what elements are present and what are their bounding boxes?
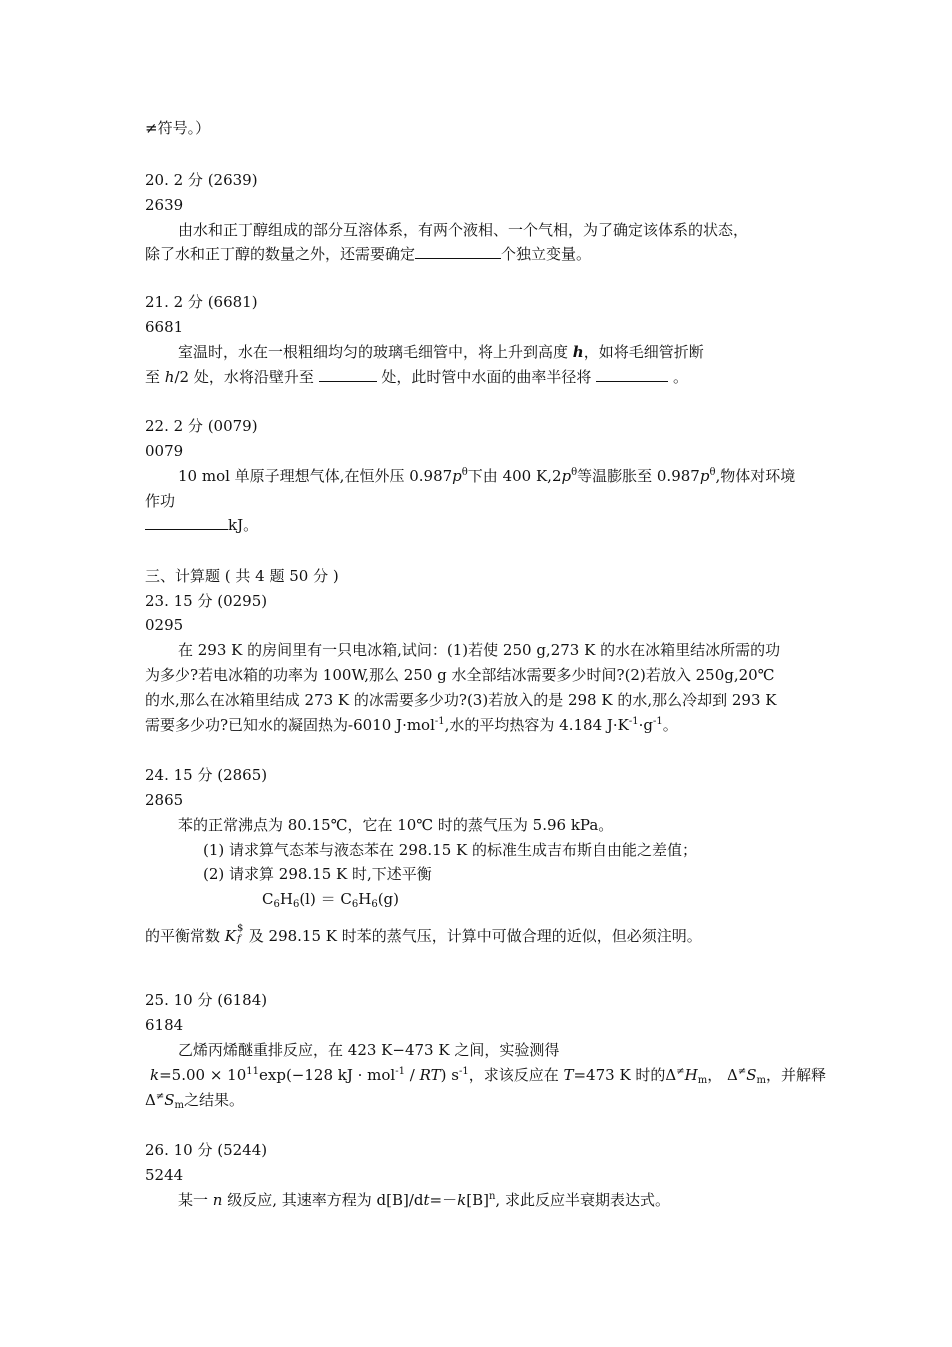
- q25-line1: 乙烯丙烯醚重排反应，在 423 K−473 K 之间，实验测得: [178, 1041, 560, 1059]
- section3-heading: 三、计算题 ( 共 4 题 50 分 ): [145, 567, 339, 585]
- eq-sub-4: 6: [371, 899, 378, 910]
- q20-line2-text: 除了水和正丁醇的数量之外，还需要确定: [145, 245, 416, 263]
- q25-l2-c: /: [404, 1066, 420, 1084]
- q22-text-1: 10 mol 单原子理想气体,在恒外压 0.987: [178, 467, 453, 485]
- q25-sub-m-3: m: [174, 1100, 184, 1111]
- q21-code: 6681: [145, 318, 184, 336]
- eq-h: H: [279, 890, 293, 908]
- q23-sup-1: -1: [434, 716, 445, 727]
- q25-var-k: k: [150, 1066, 160, 1084]
- eq-sub-3: 6: [351, 899, 359, 910]
- q20-line2-end: 个独立变量。: [501, 245, 592, 263]
- q22-var-p-3: p: [699, 467, 710, 485]
- q21-line2-start: 至: [145, 368, 161, 386]
- q25-l2-f: =473 K 时的Δ: [573, 1066, 677, 1084]
- q26-var-n: n: [212, 1191, 223, 1209]
- q25-neq-3: ≠: [155, 1091, 165, 1102]
- q26-var-k: k: [457, 1191, 467, 1209]
- eq-sub-2: 6: [292, 899, 300, 910]
- q22-line2: 作功: [145, 492, 176, 510]
- q25-l3-b: 之结果。: [184, 1091, 245, 1109]
- q26-code: 5244: [145, 1166, 184, 1184]
- q23-line4-c: ·g: [638, 716, 653, 734]
- q26-header: 26. 10 分 (5244): [145, 1141, 268, 1159]
- q23-line4-d: 。: [662, 716, 678, 734]
- q21-blank-1[interactable]: [319, 367, 377, 382]
- q21-line2-mid2: 处，此时管中水面的曲率半径将: [381, 368, 592, 386]
- q20-line1: 由水和正丁醇组成的部分互溶体系，有两个液相、一个气相，为了确定该体系的状态，: [178, 221, 749, 239]
- q24-last-b: 及 298.15 K 时苯的蒸气压，计算中可做合理的近似，但必须注明。: [244, 927, 702, 945]
- q20-code: 2639: [145, 196, 184, 214]
- q25-sup-11: 11: [246, 1066, 259, 1077]
- q24-last-a: 的平衡常数: [145, 927, 225, 945]
- eq-g: (g): [377, 890, 400, 908]
- eq-c-2: C: [340, 890, 352, 908]
- eq-sub-1: 6: [273, 899, 280, 910]
- q26-l1-a: 某一: [178, 1191, 213, 1209]
- q24-k-sup: $: [237, 923, 244, 934]
- q24-last-line: [145, 923, 702, 946]
- q25-l2-e: ，求该反应在: [468, 1066, 564, 1084]
- q23-code: 0295: [145, 616, 184, 634]
- q26-l1-d: [B]: [466, 1191, 489, 1209]
- q23-sup-2: -1: [628, 716, 639, 727]
- q24-item1: (1) 请求算气态苯与液态苯在 298.15 K 的标准生成吉布斯自由能之差值；: [203, 841, 698, 859]
- q20-line2: [145, 244, 591, 264]
- q25-code: 6184: [145, 1016, 184, 1034]
- q25-l2-a: =5.00 × 10: [159, 1066, 247, 1084]
- q25-l2-b: exp(−128 kJ · mol: [259, 1066, 396, 1084]
- q21-var-h2: h: [164, 368, 175, 386]
- q25-var-s: S: [746, 1066, 757, 1084]
- q25-sup-neg1: -1: [395, 1066, 405, 1077]
- q26-l1-e: , 求此反应半衰期表达式。: [495, 1191, 670, 1209]
- q24-equation: [262, 889, 399, 909]
- q22-line3: [145, 515, 258, 535]
- q24-k-sub: f: [237, 934, 241, 945]
- q25-line3: [145, 1090, 244, 1110]
- q22-var-p-2: p: [561, 467, 572, 485]
- q22-sup-theta-3: θ: [709, 467, 716, 478]
- q21-line2: [145, 367, 688, 387]
- q21-line1-text: 室温时，水在一根粗细均匀的玻璃毛细管中，将上升到高度: [178, 343, 569, 361]
- q22-text-4: ,物体对环境: [715, 467, 796, 485]
- q24-item2: (2) 请求算 298.15 K 时,下述平衡: [203, 865, 432, 883]
- q26-sup-n: n: [488, 1191, 496, 1202]
- q22-text-2: 下由 400 K,2: [467, 467, 562, 485]
- eq-l: (l) ＝: [299, 890, 341, 908]
- q20-answer-blank[interactable]: [415, 244, 501, 259]
- q22-var-p: p: [452, 467, 462, 485]
- q21-line2-end: 。: [672, 368, 688, 386]
- q24-header: 24. 15 分 (2865): [145, 766, 268, 784]
- q25-neq-1: ≠: [676, 1066, 685, 1077]
- eq-c: C: [262, 890, 274, 908]
- q21-header: 21. 2 分 (6681): [145, 293, 258, 311]
- q24-code: 2865: [145, 791, 184, 809]
- q23-line3: 的水,那么在冰箱里结成 273 K 的冰需要多少功?(3)若放入的是 298 K 的水,那么冷却到 293 K: [145, 691, 777, 709]
- q22-sup-theta-2: θ: [571, 467, 578, 478]
- top-fragment: ≠符号。）: [145, 119, 211, 137]
- q23-line1: 在 293 K 的房间里有一只电冰箱,试问：(1)若使 250 g,273 K 的水在冰箱里结冰所需的功: [178, 641, 781, 659]
- q23-line4-a: 需要多少功?已知水的凝固热为-6010 J·mol: [145, 716, 435, 734]
- q26-l1-c: =－: [429, 1191, 458, 1209]
- q24-k-scripts: [236, 923, 244, 945]
- q23-sup-3: -1: [653, 716, 663, 727]
- q25-var-t: T: [563, 1066, 574, 1084]
- q21-line1-end: ，如将毛细管折断: [583, 343, 704, 361]
- q26-line1: [178, 1190, 670, 1210]
- q22-unit: kJ。: [228, 516, 259, 534]
- q23-line2: 为多少?若电冰箱的功率为 100W,那么 250 g 水全部结冰需要多少时间?(2)若放入 250g,20℃: [145, 666, 775, 684]
- q21-var-h: h: [572, 343, 584, 361]
- q25-sup-neg1-2: -1: [458, 1066, 469, 1077]
- q22-text-3: 等温膨胀至 0.987: [577, 467, 700, 485]
- q25-var-rt: RT: [419, 1066, 441, 1084]
- q25-l2-h: ，并解释: [766, 1066, 827, 1084]
- q25-sub-m-2: m: [756, 1075, 766, 1086]
- q25-l2-d: ) s: [440, 1066, 459, 1084]
- q25-var-h: H: [684, 1066, 698, 1084]
- q26-var-t: t: [423, 1191, 430, 1209]
- q23-line4: [145, 715, 678, 735]
- q25-neq-2: ≠: [737, 1066, 747, 1077]
- q24-line1: 苯的正常沸点为 80.15℃，它在 10℃ 时的蒸气压为 5.96 kPa。: [178, 816, 614, 834]
- q21-line2-mid: /2 处，水将沿壁升至: [174, 368, 314, 386]
- q25-var-s-2: S: [164, 1091, 175, 1109]
- q22-header: 22. 2 分 (0079): [145, 417, 258, 435]
- q22-code: 0079: [145, 442, 184, 460]
- q24-var-k: K: [224, 927, 236, 945]
- q23-line4-b: ,水的平均热容为 4.184 J·K: [444, 716, 629, 734]
- q22-answer-blank[interactable]: [145, 515, 228, 530]
- q22-sup-theta: θ: [461, 467, 468, 478]
- q25-l2-g: ， Δ: [707, 1066, 738, 1084]
- q26-l1-b: 级反应, 其速率方程为 d[B]/d: [222, 1191, 424, 1209]
- q20-header: 20. 2 分 (2639): [145, 171, 258, 189]
- q22-line1: [178, 466, 795, 486]
- eq-h-2: H: [358, 890, 372, 908]
- q23-header: 23. 15 分 (0295): [145, 592, 268, 610]
- q21-line1: [178, 342, 704, 362]
- q21-blank-2[interactable]: [596, 367, 668, 382]
- q25-sub-m-1: m: [697, 1075, 708, 1086]
- q25-l3-a: Δ: [145, 1091, 156, 1109]
- q25-line2: [150, 1065, 826, 1085]
- q25-header: 25. 10 分 (6184): [145, 991, 268, 1009]
